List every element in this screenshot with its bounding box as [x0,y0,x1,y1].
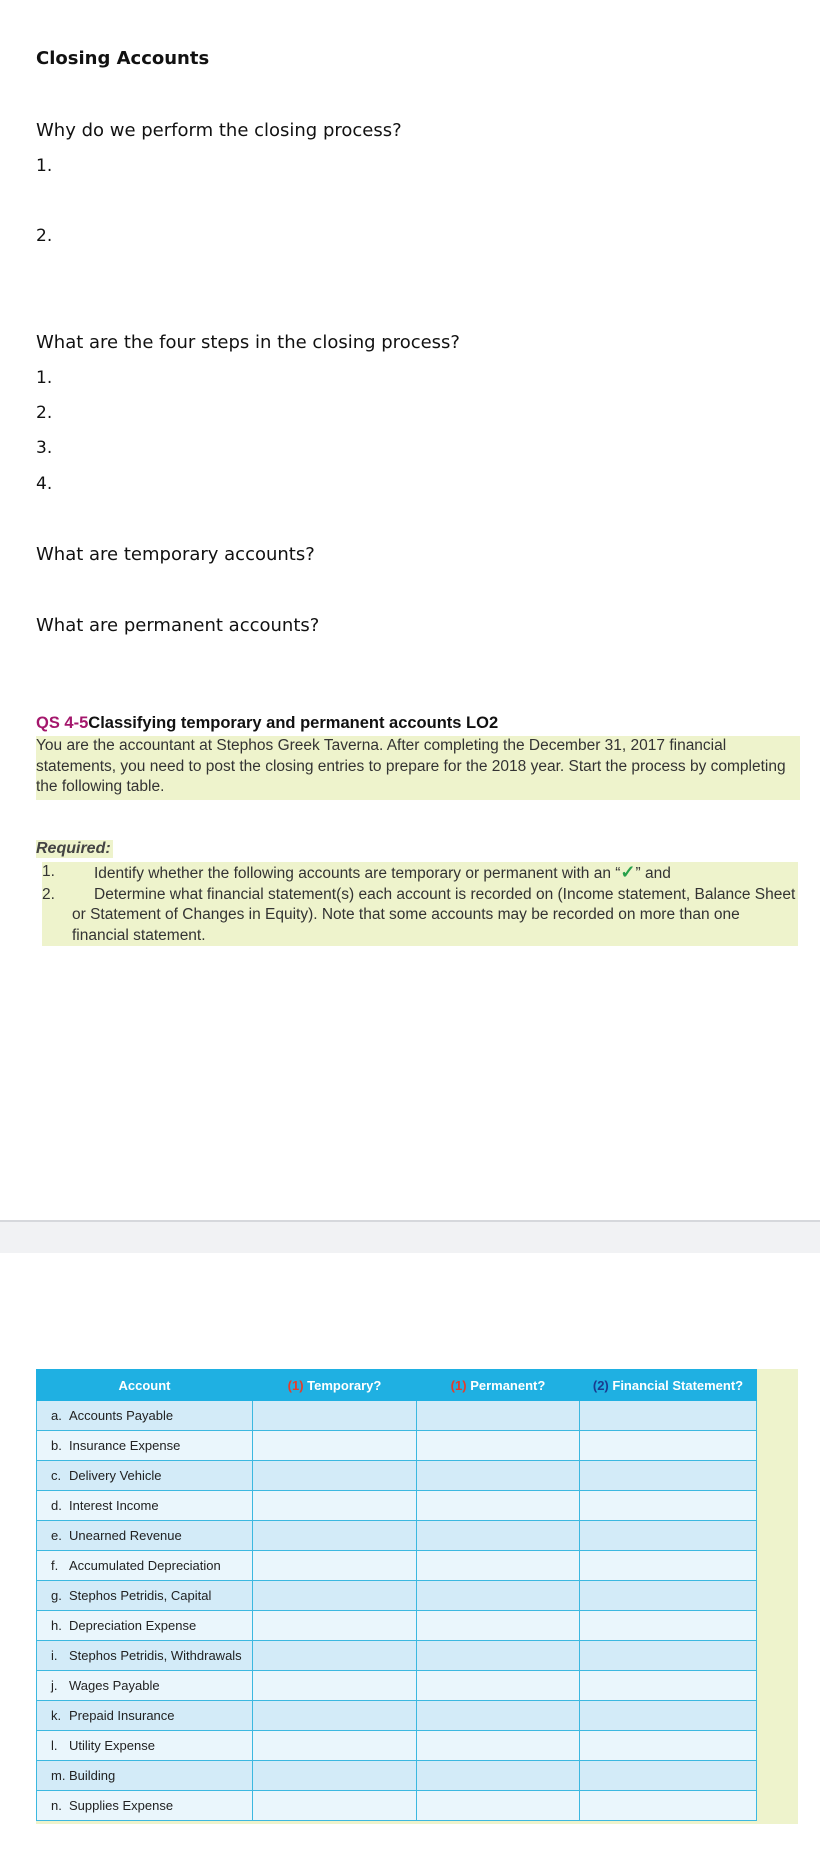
financial-statement-cell[interactable] [580,1431,757,1461]
table-row [37,1551,757,1581]
account-letter: a. [51,1408,62,1423]
required-item-number: 1. [42,863,55,880]
table-row [37,1761,757,1791]
temporary-cell[interactable] [253,1641,417,1671]
permanent-cell[interactable] [417,1491,580,1521]
permanent-cell[interactable] [417,1611,580,1641]
permanent-cell[interactable] [417,1581,580,1611]
answer-number: 2. [36,403,53,423]
page-title: Closing Accounts [36,48,210,69]
financial-statement-cell[interactable] [580,1521,757,1551]
account-name-cell [37,1641,253,1671]
table-row [37,1611,757,1641]
account-name: Accounts Payable [69,1408,174,1423]
question-steps: What are the four steps in the closing process? [36,332,460,353]
exercise-code: QS 4-5 [36,714,89,732]
table-row [37,1671,757,1701]
required-item-text-end: ” and [635,865,671,882]
required-item-number: 2. [42,885,55,903]
financial-statement-cell[interactable] [580,1731,757,1761]
table-row [37,1401,757,1431]
temporary-cell[interactable] [253,1491,417,1521]
temporary-cell[interactable] [253,1731,417,1761]
exercise-body: You are the accountant at Stephos Greek Taverna. After completing the December 31, 2017 financial statements, you need to post the closing entries to prepare for the 2018 year. Start the process by completing the following table. [36,736,800,800]
account-name: Utility Expense [69,1738,155,1753]
header-account: Account [37,1370,253,1401]
account-name-cell [37,1431,253,1461]
account-name: Stephos Petridis, Capital [69,1588,212,1603]
financial-statement-cell[interactable] [580,1461,757,1491]
account-name-cell [37,1551,253,1581]
table-row [37,1431,757,1461]
answer-number: 3. [36,438,53,458]
account-name-cell [37,1611,253,1641]
permanent-cell[interactable] [417,1701,580,1731]
account-name: Interest Income [69,1498,159,1513]
account-letter: n. [51,1798,62,1813]
account-name: Supplies Expense [69,1798,174,1813]
table-header-row [37,1370,757,1401]
temporary-cell[interactable] [253,1701,417,1731]
temporary-cell[interactable] [253,1551,417,1581]
permanent-cell[interactable] [417,1761,580,1791]
account-name-cell [37,1671,253,1701]
account-name-cell [37,1581,253,1611]
permanent-cell[interactable] [417,1641,580,1671]
required-item-text: Identify whether the following accounts are temporary or permanent with an “ [94,865,621,882]
temporary-cell[interactable] [253,1521,417,1551]
account-letter: i. [51,1648,58,1663]
financial-statement-cell[interactable] [580,1611,757,1641]
required-item-1 [42,862,798,885]
account-name-cell [37,1791,253,1821]
permanent-cell[interactable] [417,1671,580,1701]
account-letter: j. [51,1678,58,1693]
account-name: Depreciation Expense [69,1618,197,1633]
table-row [37,1731,757,1761]
question-temporary: What are temporary accounts? [36,544,315,565]
account-letter: l. [51,1738,58,1753]
header-fs-label: Financial Statement? [612,1377,744,1393]
checkmark-icon: ✓ [620,862,636,882]
account-name: Delivery Vehicle [69,1468,162,1483]
required-label: Required: [36,840,111,857]
table-row [37,1581,757,1611]
financial-statement-cell[interactable] [580,1641,757,1671]
financial-statement-cell[interactable] [580,1671,757,1701]
exercise-title [36,714,498,733]
financial-statement-cell[interactable] [580,1401,757,1431]
table-row [37,1641,757,1671]
account-name: Insurance Expense [69,1438,181,1453]
account-name-cell [37,1521,253,1551]
accounts-table [36,1369,757,1821]
table-row [37,1521,757,1551]
account-name: Unearned Revenue [69,1528,182,1543]
header-permanent-label: Permanent? [470,1377,546,1393]
financial-statement-cell[interactable] [580,1761,757,1791]
account-letter: m. [51,1768,66,1783]
temporary-cell[interactable] [253,1401,417,1431]
header-fs-num: (2) [592,1377,609,1393]
account-name: Accumulated Depreciation [69,1558,221,1573]
answer-number: 2. [36,226,53,246]
account-name-cell [37,1731,253,1761]
exercise-title-text: Classifying temporary and permanent accounts LO2 [88,714,499,732]
required-list [42,862,798,946]
account-letter: g. [51,1588,62,1603]
table-row [37,1491,757,1521]
permanent-cell[interactable] [417,1461,580,1491]
account-letter: b. [51,1438,62,1453]
account-name: Building [69,1768,116,1783]
account-letter: k. [51,1708,62,1723]
permanent-cell[interactable] [417,1791,580,1821]
table-row [37,1461,757,1491]
header-financial-statement [580,1370,757,1401]
account-name-cell [37,1461,253,1491]
question-permanent: What are permanent accounts? [36,615,320,636]
temporary-cell[interactable] [253,1581,417,1611]
account-letter: e. [51,1528,62,1543]
temporary-cell[interactable] [253,1791,417,1821]
header-permanent [417,1370,580,1401]
permanent-cell[interactable] [417,1731,580,1761]
table-background [36,1369,798,1824]
account-name: Stephos Petridis, Withdrawals [69,1648,242,1663]
answer-number: 1. [36,156,53,176]
account-name-cell [37,1701,253,1731]
permanent-cell[interactable] [417,1431,580,1461]
required-item-text: Determine what financial statement(s) each account is recorded on (Income statement, Balance Sheet or Statement of Changes in Equity). Note that some accounts may be recorded on more than one financial statement. [72,885,796,944]
table-row [37,1791,757,1821]
account-name-cell [37,1491,253,1521]
account-name: Prepaid Insurance [69,1708,175,1723]
temporary-cell[interactable] [253,1431,417,1461]
temporary-cell[interactable] [253,1461,417,1491]
required-item-2 [42,885,798,947]
permanent-cell[interactable] [417,1401,580,1431]
financial-statement-cell[interactable] [580,1791,757,1821]
table-row [37,1701,757,1731]
temporary-cell[interactable] [253,1761,417,1791]
permanent-cell[interactable] [417,1551,580,1581]
account-name-cell [37,1761,253,1791]
page-divider [0,1220,820,1254]
header-temporary-label: Temporary? [307,1377,382,1393]
account-letter: c. [51,1468,62,1483]
account-letter: d. [51,1498,62,1513]
financial-statement-cell[interactable] [580,1581,757,1611]
financial-statement-cell[interactable] [580,1551,757,1581]
question-why: Why do we perform the closing process? [36,120,402,141]
permanent-cell[interactable] [417,1521,580,1551]
financial-statement-cell[interactable] [580,1701,757,1731]
financial-statement-cell[interactable] [580,1491,757,1521]
answer-number: 4. [36,474,53,494]
account-letter: h. [51,1618,62,1633]
account-name: Wages Payable [69,1678,160,1693]
temporary-cell[interactable] [253,1611,417,1641]
header-temporary-num: (1) [287,1377,304,1393]
header-permanent-num: (1) [450,1377,467,1393]
answer-number: 1. [36,368,53,388]
account-letter: f. [51,1558,59,1573]
account-name-cell [37,1401,253,1431]
header-temporary [253,1370,417,1401]
temporary-cell[interactable] [253,1671,417,1701]
